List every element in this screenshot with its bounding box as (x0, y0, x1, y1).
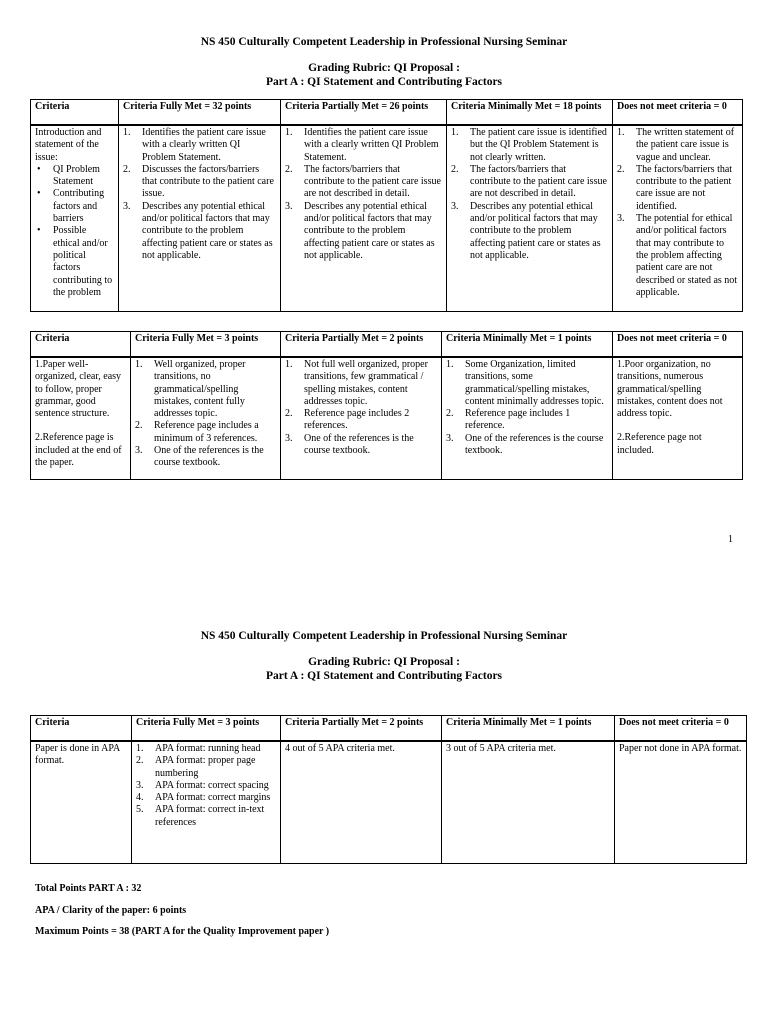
criteria-item: 2.Reference page is included at the end of the paper. (35, 432, 122, 469)
list-item: APA format: proper page numbering (155, 755, 256, 779)
table-header-row (31, 332, 743, 358)
list-item: One of the references is the course textbook. (154, 445, 264, 469)
header-fully-met: Criteria Fully Met = 3 points (132, 716, 281, 742)
header-criteria: Criteria (31, 100, 119, 126)
criteria-list (35, 164, 114, 299)
list-item: APA format: correct margins (155, 792, 271, 804)
header-criteria: Criteria (31, 332, 131, 358)
table-header-row (31, 100, 743, 126)
header-minimally-met: Criteria Minimally Met = 18 points (447, 100, 613, 126)
list-item: One of the references is the course textbook. (304, 432, 414, 457)
table-header-row (31, 716, 747, 742)
list-item: The factors/barriers that contribute to the patient care issue are not described in detail. (304, 163, 441, 200)
rubric-title: Grading Rubric: QI Proposal : (308, 62, 460, 74)
header-partially-met: Criteria Partially Met = 2 points (281, 332, 442, 358)
header-minimally-met: Criteria Minimally Met = 1 points (442, 716, 615, 742)
course-title: NS 450 Culturally Competent Leadership in Professional Nursing Seminar (200, 36, 568, 48)
total-points: Total Points PART A : 32 (35, 883, 142, 894)
partially-met-cell (281, 357, 442, 479)
page-number: 1 (728, 534, 733, 545)
list-item: Reference page includes 1 reference. (465, 408, 571, 432)
fully-met-cell (119, 125, 281, 311)
list-item: The factors/barriers that contribute to the patient care issue are not identified. (636, 163, 733, 212)
fully-met-cell (132, 741, 281, 863)
list-item: Discusses the factors/barriers that contribute to the patient care issue. (142, 163, 274, 200)
list-item: Some Organization, limited transitions, some grammatical/spelling mistakes, content minimally addresses topic. (465, 359, 604, 407)
list-item: The patient care issue is identified but the QI Problem Statement is not clearly written. (470, 127, 607, 163)
list-item: Well organized, proper transitions, no grammatical/spelling mistakes, content fully addresses topic. (154, 359, 246, 420)
header-not-met: Does not meet criteria = 0 (613, 332, 743, 358)
header-criteria: Criteria (31, 716, 132, 742)
criteria-intro: Introduction and statement of the issue: (35, 127, 102, 163)
part-title: Part A : QI Statement and Contributing Factors (265, 670, 503, 682)
criteria-cell (31, 357, 131, 479)
list-item: The written statement of the patient care issue is vague and unclear. (636, 127, 735, 163)
minimally-met-cell: 3 out of 5 APA criteria met. (442, 741, 615, 863)
maximum-points: Maximum Points = 38 (PART A for the Quality Improvement paper ) (35, 926, 330, 937)
partially-met-cell: 4 out of 5 APA criteria met. (281, 741, 442, 863)
list-item: Reference page includes 2 references. (304, 408, 410, 432)
list-item: APA format: running head (155, 743, 261, 754)
list-item: Identifies the patient care issue with a clearly written QI Problem Statement. (304, 127, 439, 163)
rubric-table-clarity (30, 331, 743, 480)
criteria-item: 1.Paper well-organized, clear, easy to follow, proper grammar, good sentence structure. (35, 359, 122, 420)
not-met-cell (613, 357, 743, 479)
list-item: • Contributing factors and barriers (35, 188, 114, 225)
list-item: Reference page includes a minimum of 3 references. (154, 420, 259, 444)
criteria-cell: Paper is done in APA format. (31, 741, 132, 863)
table-row (31, 357, 743, 479)
header-not-met: Does not meet criteria = 0 (613, 100, 743, 126)
part-title: Part A : QI Statement and Contributing Factors (265, 76, 503, 88)
list-item: Identifies the patient care issue with a clearly written QI Problem Statement. (142, 127, 266, 163)
list-item: The factors/barriers that contribute to the patient care issue are not described in detail. (470, 163, 607, 200)
apa-clarity-points: APA / Clarity of the paper: 6 points (35, 905, 187, 916)
list-item: Describes any potential ethical and/or political factors that may contribute to the problem affecting patient care or states as not applicable. (304, 200, 435, 261)
rubric-table-qi-statement (30, 99, 743, 312)
list-item: Not full well organized, proper transitions, few grammatical / spelling mistakes, content addresses topic. (304, 359, 428, 407)
list-item: APA format: correct in-text references (155, 804, 265, 828)
header-not-met: Does not meet criteria = 0 (615, 716, 747, 742)
list-item: Describes any potential ethical and/or political factors that may contribute to the problem affecting patient care or states as not applicable. (142, 200, 273, 261)
not-met-item: 2.Reference page not included. (617, 432, 702, 456)
list-item: • Possible ethical and/or political factors contributing to the problem (35, 225, 114, 299)
header-fully-met: Criteria Fully Met = 32 points (119, 100, 281, 126)
header-fully-met: Criteria Fully Met = 3 points (131, 332, 281, 358)
list-item: The potential for ethical and/or political factors that may contribute to the problem affecting patient care are not described or stated as not applicable. (636, 213, 738, 298)
header-minimally-met: Criteria Minimally Met = 1 points (442, 332, 613, 358)
list-item: • QI Problem Statement (35, 164, 114, 189)
list-item: One of the references is the course textbook. (465, 432, 604, 457)
not-met-cell: Paper not done in APA format. (615, 741, 747, 863)
not-met-item: 1.Poor organization, no transitions, numerous grammatical/spelling mistakes, content does not address topic. (617, 359, 723, 420)
table-row (31, 741, 747, 863)
table-row (31, 125, 743, 311)
course-title: NS 450 Culturally Competent Leadership in Professional Nursing Seminar (200, 630, 568, 642)
minimally-met-cell (442, 357, 613, 479)
not-met-cell (613, 125, 743, 311)
partially-met-cell (281, 125, 447, 311)
list-item: Describes any potential ethical and/or political factors that may contribute to the problem affecting patient care or states as not applicable. (470, 200, 601, 261)
header-partially-met: Criteria Partially Met = 2 points (281, 716, 442, 742)
rubric-table-apa (30, 715, 747, 864)
rubric-title: Grading Rubric: QI Proposal : (308, 656, 460, 668)
criteria-cell (31, 125, 119, 311)
fully-met-cell (131, 357, 281, 479)
header-partially-met: Criteria Partially Met = 26 points (281, 100, 447, 126)
minimally-met-cell (447, 125, 613, 311)
list-item: APA format: correct spacing (155, 779, 269, 791)
